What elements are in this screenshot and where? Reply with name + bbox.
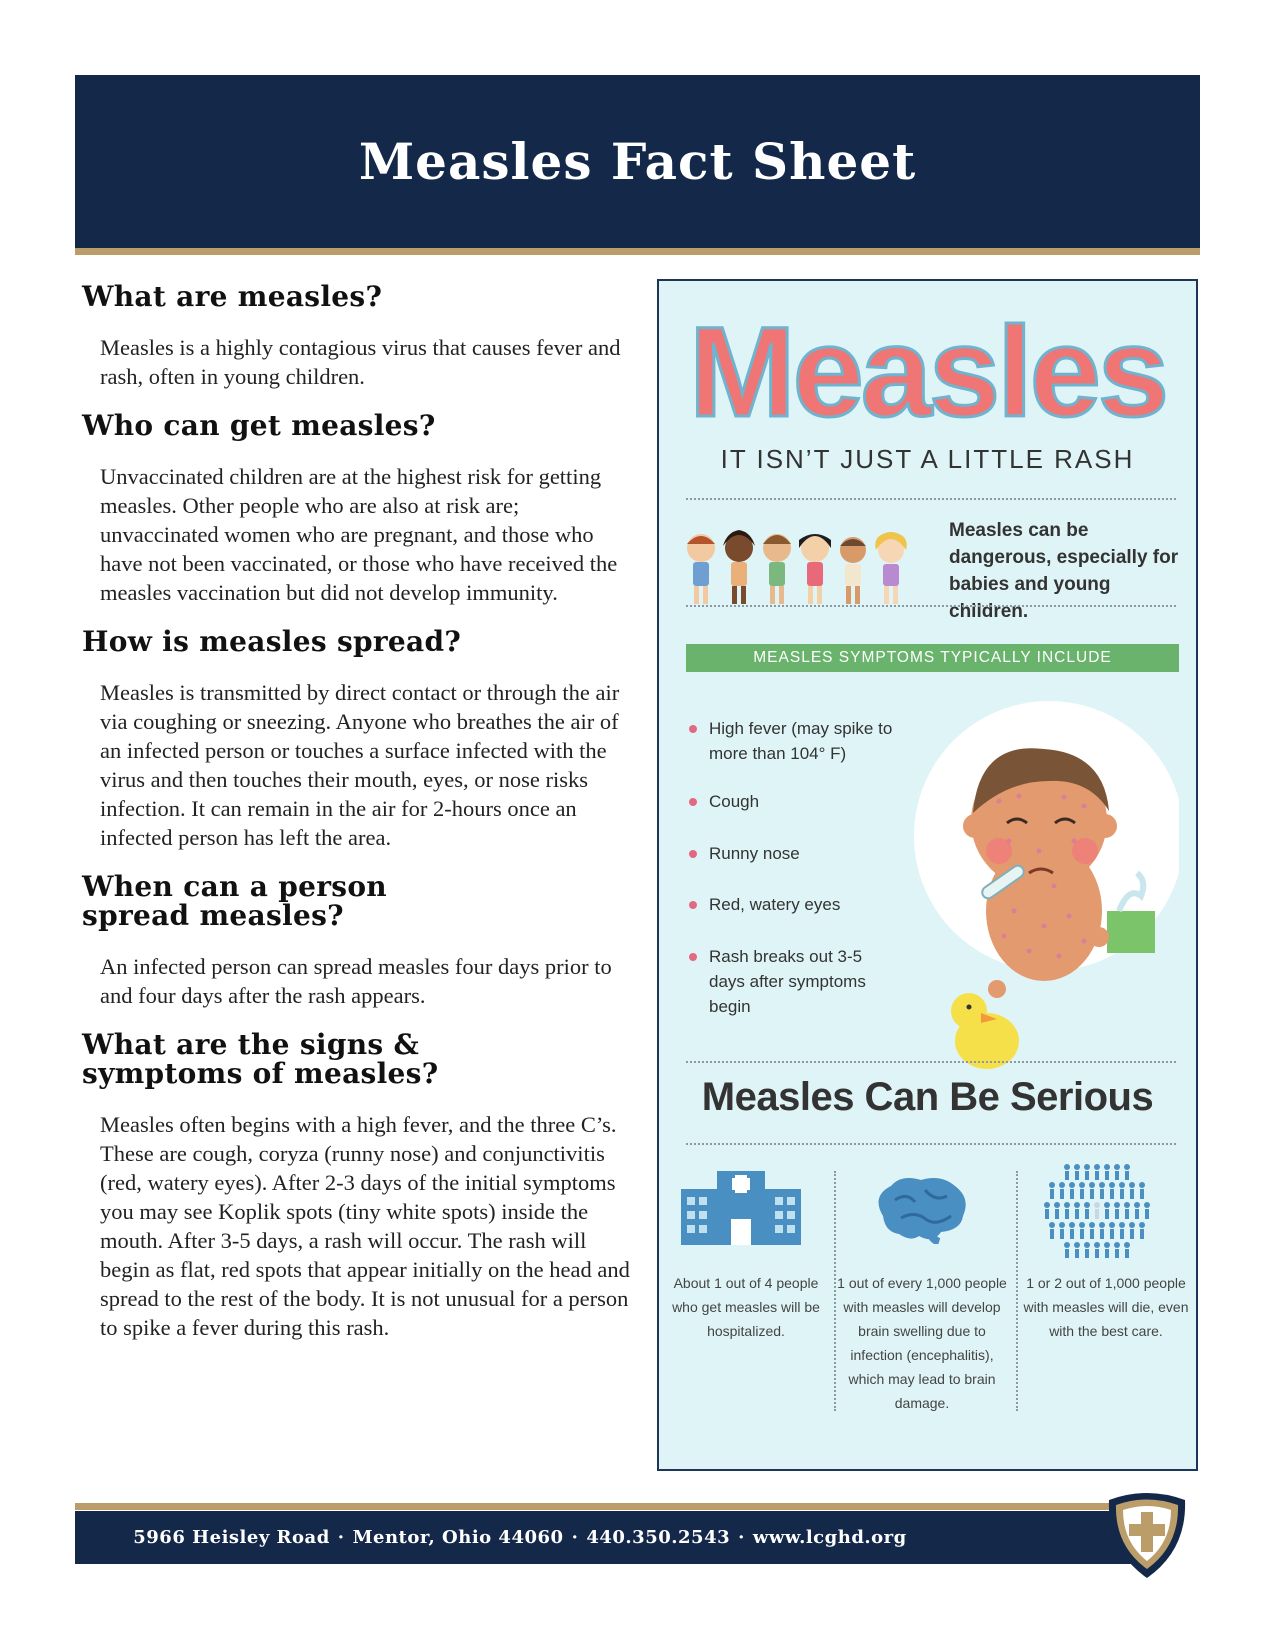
footer-address: 5966 Heisley Road (133, 1527, 330, 1548)
symptom-item: Cough (689, 789, 919, 814)
footer-gold-rule (75, 1503, 1155, 1510)
infographic-subtitle: IT ISN’T JUST A LITTLE RASH (720, 444, 1135, 474)
symptom-item: Red, watery eyes (689, 892, 919, 917)
stat-encephalitis: 1 out of every 1,000 people with measles will develop brain swelling due to infection (encephalitis), which may lead to brain damage. (837, 1275, 1007, 1411)
serious-heading: Measles Can Be Serious (701, 1075, 1154, 1119)
dotted-divider (686, 605, 1176, 607)
infographic-title: Measles (688, 301, 1167, 444)
child-icon (763, 534, 791, 604)
footer-website[interactable]: www.lcghd.org (752, 1527, 907, 1548)
sick-child-illustration (889, 701, 1179, 1081)
child-icon (687, 534, 715, 604)
dotted-column-divider (834, 1171, 836, 1411)
dotted-divider (686, 1143, 1176, 1145)
child-icon (723, 530, 755, 604)
danger-callout: Measles can be dangerous, especially for babies and young children. (949, 520, 1179, 622)
footer-separator: · (571, 1527, 579, 1548)
footer-phone: 440.350.2543 (586, 1527, 731, 1548)
section-body: Unvaccinated children are at the highest risk for getting measles. Other people who are also at risk are; unvaccinated women who are pregnant, and those who have not been vaccinated, or those who have received the measles vaccination but did not develop immunity. (100, 464, 618, 605)
bullet-icon (689, 901, 697, 909)
header-banner (75, 75, 1200, 248)
dotted-divider (686, 498, 1176, 500)
child-icon (875, 532, 906, 604)
footer-city: Mentor, Ohio 44060 (352, 1527, 564, 1548)
bullet-icon (689, 953, 697, 961)
measles-infographic (657, 279, 1198, 1471)
symptoms-banner: MEASLES SYMPTOMS TYPICALLY INCLUDE (686, 644, 1179, 672)
bullet-icon (689, 798, 697, 806)
health-district-shield-icon (1105, 1490, 1189, 1580)
dotted-column-divider (1016, 1171, 1018, 1411)
symptom-item: Runny nose (689, 841, 919, 866)
stat-deaths: 1 or 2 out of 1,000 people with measles will die, even with the best care. (1023, 1275, 1189, 1339)
section-heading: How is measles spread? (82, 625, 462, 658)
header-gold-rule (75, 248, 1200, 255)
footer-separator: · (738, 1527, 745, 1548)
bullet-icon (689, 725, 697, 733)
section-heading: What are the signs & symptoms of measles? (82, 1028, 439, 1090)
footer-separator: · (337, 1527, 345, 1548)
section-body: An infected person can spread measles four days prior to and four days after the rash appears. (100, 954, 612, 1008)
section-heading: Who can get measles? (82, 409, 436, 442)
bullet-icon (689, 850, 697, 858)
section-heading: What are measles? (82, 280, 383, 313)
section-body: Measles often begins with a high fever, and the three C’s. These are cough, coryza (runny nose) and conjunctivitis (red, watery eyes). After 2-3 days of the initial symptoms you may see Koplik spots (tiny white spots) inside the mouth. After 3-5 days, a rash will occur. The rash will begin as flat, red spots that appear initially on the head and spread to the rest of the body. It is not unusual for a person to spike a fever during this rash. (100, 1112, 630, 1340)
symptom-item: Rash breaks out 3-5 days after symptoms begin (689, 944, 889, 1019)
stat-hospitalized: About 1 out of 4 people who get measles will be hospitalized. (672, 1275, 820, 1339)
section-body: Measles is a highly contagious virus that causes fever and rash, often in young children. (100, 335, 621, 389)
symptom-item: High fever (may spike to more than 104° F) (689, 716, 919, 766)
brain-icon (871, 1176, 971, 1244)
footer-contact (75, 1511, 965, 1564)
child-icon (840, 537, 866, 604)
hospital-icon (681, 1171, 801, 1245)
section-body: Measles is transmitted by direct contact or through the air via coughing or sneezing. Anyone who breathes the air of an infected person or touches a surface infected with the virus and then touches their mouth, eyes, or nose risks infection. It can remain in the air for 2-hours once an infected person has left the area. (100, 680, 620, 850)
population-icon (1037, 1159, 1157, 1259)
fact-sections (82, 282, 637, 1362)
child-icon (799, 534, 831, 604)
dotted-divider (686, 1061, 1176, 1063)
footer-bar (75, 1511, 1155, 1564)
page-title: Measles Fact Sheet (358, 132, 917, 191)
section-heading: When can a person spread measles? (82, 870, 387, 932)
children-illustration (681, 524, 921, 624)
